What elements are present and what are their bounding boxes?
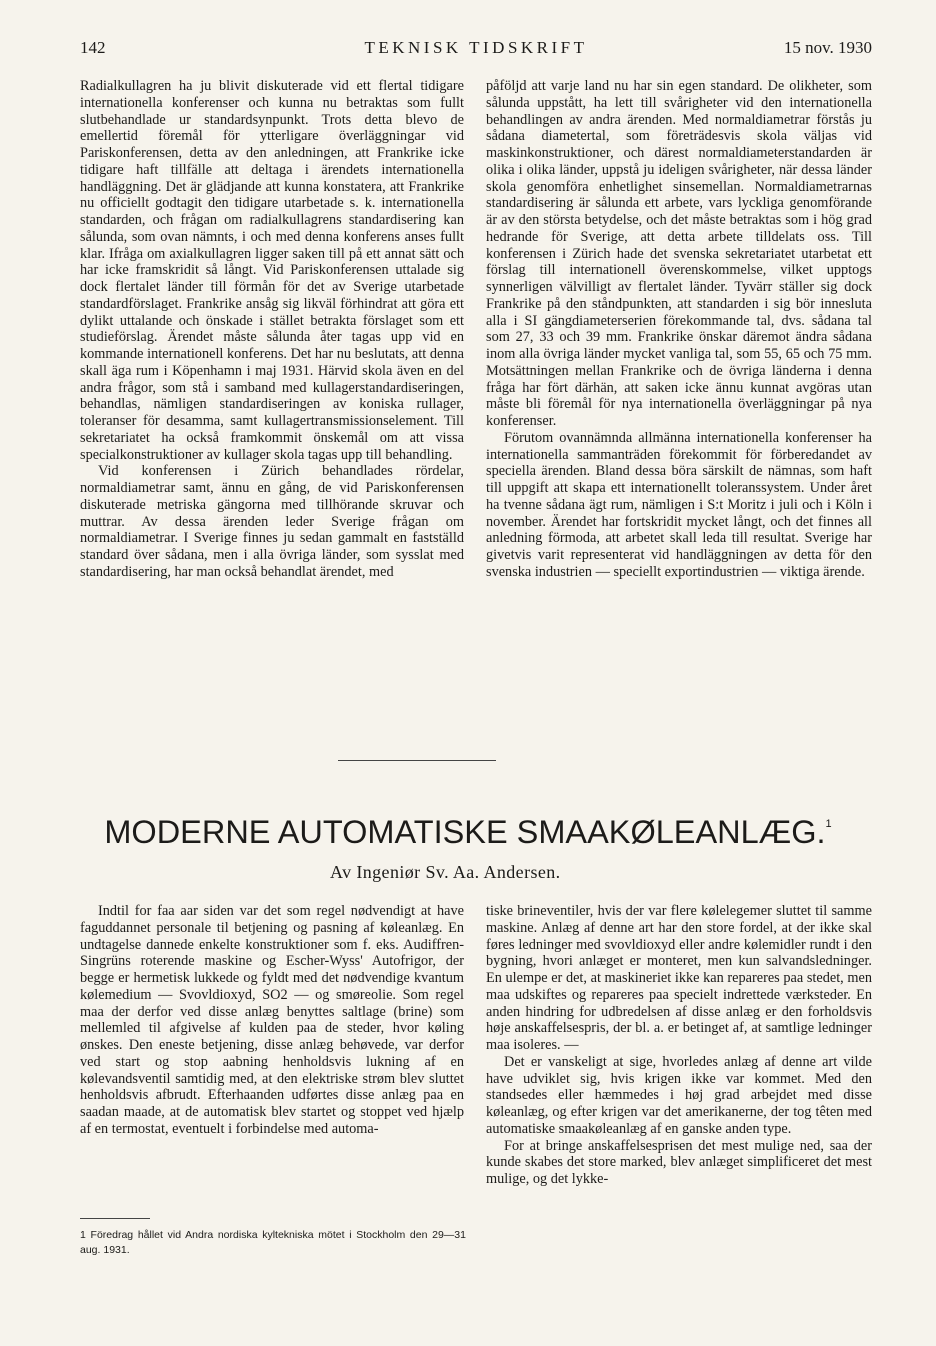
page-header xyxy=(80,38,872,62)
page-number: 142 xyxy=(80,38,106,57)
paragraph: For at bringe anskaffelsesprisen det mest mulige ned, saa der kunde skabes det store marked, blev anlæget simplificeret det mest mulige, og det lykke- xyxy=(486,1137,872,1187)
paragraph: Det er vanskeligt at sige, hvorledes anlæg af denne art vilde have udviklet sig, hvis krigen ikke var kommet. Med den standsedes eller hæmmedes i høj grad arbejdet med disse køleanlæg, og efter krigen var det amerikanerne, der tog têten med automatiske smaakøleanlæg af en ganske anden type. xyxy=(486,1053,872,1137)
paragraph: påföljd att varje land nu har sin egen standard. De olikheter, som sålunda uppstått, ha lett till svårigheter vid den internationella behandlingen av andra ärenden. Med normaldiametrar förstås ju sådana diametertal, som företrädesvis skola väljas vid maskinkonstruktioner, och därest normaldiameterstandarden är olika i olika länder, uppstå ju ideligen svårigheter, när dessa länder skola genomföra enhetlighet sinsemellan. Normaldiametrarnas standardisering är sålunda ett arbete, vars lyckliga genomförande är av den största betydelse, och det måste betraktas som i hög grad hedrande för Sverige, att detta arbete tilldelats oss. Till konferensen i Zürich hade det svenska sekretariatet utarbetat ett förslag till internationell överenskommelse, vilket upptogs synnerligen välvilligt av flertalet länder. Tyvärr ställer sig dock Frankrike på den ståndpunkten, att standarden i sig bör innesluta alla i SI gängdiameterserien förekommande tal, dvs. sådana tal som 27, 33 och 39 mm. Frankrike önskar däremot ändra sådana inom alla övriga länder mycket vanliga tal, som 55, 65 och 75 mm. Motsättningen mellan Frankrike och de övriga länderna i denna fråga har fört därhän, att saken icke ännu kunnat avgöras utan måste bli föremål för nya internationella överläggningar på nya konferenser. xyxy=(486,78,872,429)
byline: Av Ingeniør Sv. Aa. Andersen. xyxy=(330,862,561,882)
footnote-rule xyxy=(80,1218,150,1219)
paragraph: Radialkullagren ha ju blivit diskuterade vid ett flertal tidigare internationella konferenser och kunna nu betraktas som fullt slutbehandlade ur standardsynpunkt. Trots detta blevo de emellertid föremål för ytterligare överläggningar vid Pariskonferensen, detta av den anledningen, att Frankrike icke tidigare haft tillfälle att deltaga i ärendets internationella handläggning. Det är glädjande att kunna konstatera, att Frankrike nu officiellt godtagit den tidigare utarbetade s. k. internationella standarden, och frågan om radialkullagrens standardisering kan sålunda, som ovan nämnts, i och med denna konferens anses fullt klar. Ifråga om axialkullagren ligger saken till på ett annat sätt och har icke framskridit så långt. Vid Pariskonferensen uttalade sig dock flertalet länder till förmån för det av Sverige utarbetade standardförslaget. Frankrike ansåg sig likväl förhindrat att göra ett dylikt uttalande och önskade i stället betrakta förslaget som ett studieförslag. Ärendet måste sålunda åter tagas upp vid en kommande internationell konferens. Det har nu beslutats, att denna skall äga rum i Köpenhamn i maj 1931. Härvid skola även en del andra frågor, som stå i samband med kullagerstandardiseringen, behandlas, nämligen standardiseringen av koniska rullager, toleranser för desamma, samt kullagertransmissionselement. Till sekretariatet ha också framkommit önskemål om att vissa specialkonstruktioner av kullager skola tagas upp till behandling. xyxy=(80,78,464,463)
footnote-text: Föredrag hållet vid Andra nordiska kyltekniska mötet i Stockholm den 29—31 aug. 1931. xyxy=(80,1229,466,1256)
paragraph: tiske brineventiler, hvis der var flere kølelegemer sluttet til samme maskine. Anlæg af denne art har den store fordel, at der ikke skal føres ledninger med svovldioxyd eller andre kølemidler rundt i den bygning, hvori anlæget er monteret, men kun salvandsledninger. En ulempe er det, at maskineriet ikke kan repareres paa stedet, men maa udskiftes og repareres paa specielt indrettede værksteder. En anden hindring for udbredelsen af disse anlæg er den forholdsvis høje anskaffelsespris, der bl. a. er betinget af, at samtlige ledninger maa isoleres. — xyxy=(486,903,872,1053)
journal-title: TEKNISK TIDSKRIFT xyxy=(364,38,588,57)
bottom-left-column xyxy=(80,903,464,1138)
bottom-right-column xyxy=(486,903,872,1188)
paragraph: Indtil for faa aar siden var det som regel nødvendigt at have faguddannet personale til betjening og pasning af køleanlæg. En undtagelse dannede enkelte konstruktioner som f. eks. Audiffren-Singrüns roterende maskine og Escher-Wyss' Autofrigor, der begge er hermetisk lukkede og fyldt med det nødvendige kvantum kølemedium — Svovldioxyd, SO2 — og smøreolie. Som regel maa der derfor ved disse anlæg benyttes saltlage (brine) som mellemled til afgivelse af kulden paa de steder, hvor køling ønskes. Den eneste betjening, disse anlæg behøvede, var derfor ved start og stop aabning henholdsvis lukning af en kølevandsventil samtidig med, at den elektriske strøm blev sluttet henholdsvis afbrudt. Efterhaanden udførtes disse anlæg paa en saadan maade, at de automatisk blev startet og stoppet ved hjælp af en termostat, eventuelt i forbindelse med automa- xyxy=(80,903,464,1137)
top-right-column xyxy=(486,78,872,581)
section-divider xyxy=(338,760,496,761)
article-title xyxy=(40,814,896,851)
article-title-text: MODERNE AUTOMATISKE SMAAKØLEANLÆG. xyxy=(104,814,826,850)
paragraph: Vid konferensen i Zürich behandlades rördelar, normaldiametrar samt, ännu en gång, de vid Pariskonferensen diskuterade metriska gängorna med tillhörande skruvar och muttrar. Av dessa ärenden leder Sverige frågan om normaldiametrar. I Sverige finnes ju sedan gammalt en fastställd standard över sådana, men i alla övriga länder, som sysslat med standardisering, har man också behandlat ärendet, med xyxy=(80,463,464,580)
footnote-number: 1 xyxy=(80,1229,86,1241)
top-left-column xyxy=(80,78,464,581)
footnote xyxy=(80,1228,466,1258)
footnote-mark: 1 xyxy=(825,818,832,830)
paragraph: Förutom ovannämnda allmänna internationella konferenser ha internationella sammanträden förekommit för förberedandet av speciella ärenden. Bland dessa böra särskilt de nämnas, som haft till uppgift att skapa ett internationellt toleranssystem. Under året ha tvenne sådana ägt rum, nämligen i S:t Moritz i juli och i Köln i november. Ärendet har fortskridit mycket långt, och det finnes all anledning förmoda, att arbetet skall leda till resultat. Sverige har givetvis varit representerat vid handläggningen av detta för den svenska industrien — speciellt exportindustrien — viktiga ärende. xyxy=(486,429,872,580)
issue-date: 15 nov. 1930 xyxy=(783,38,872,57)
